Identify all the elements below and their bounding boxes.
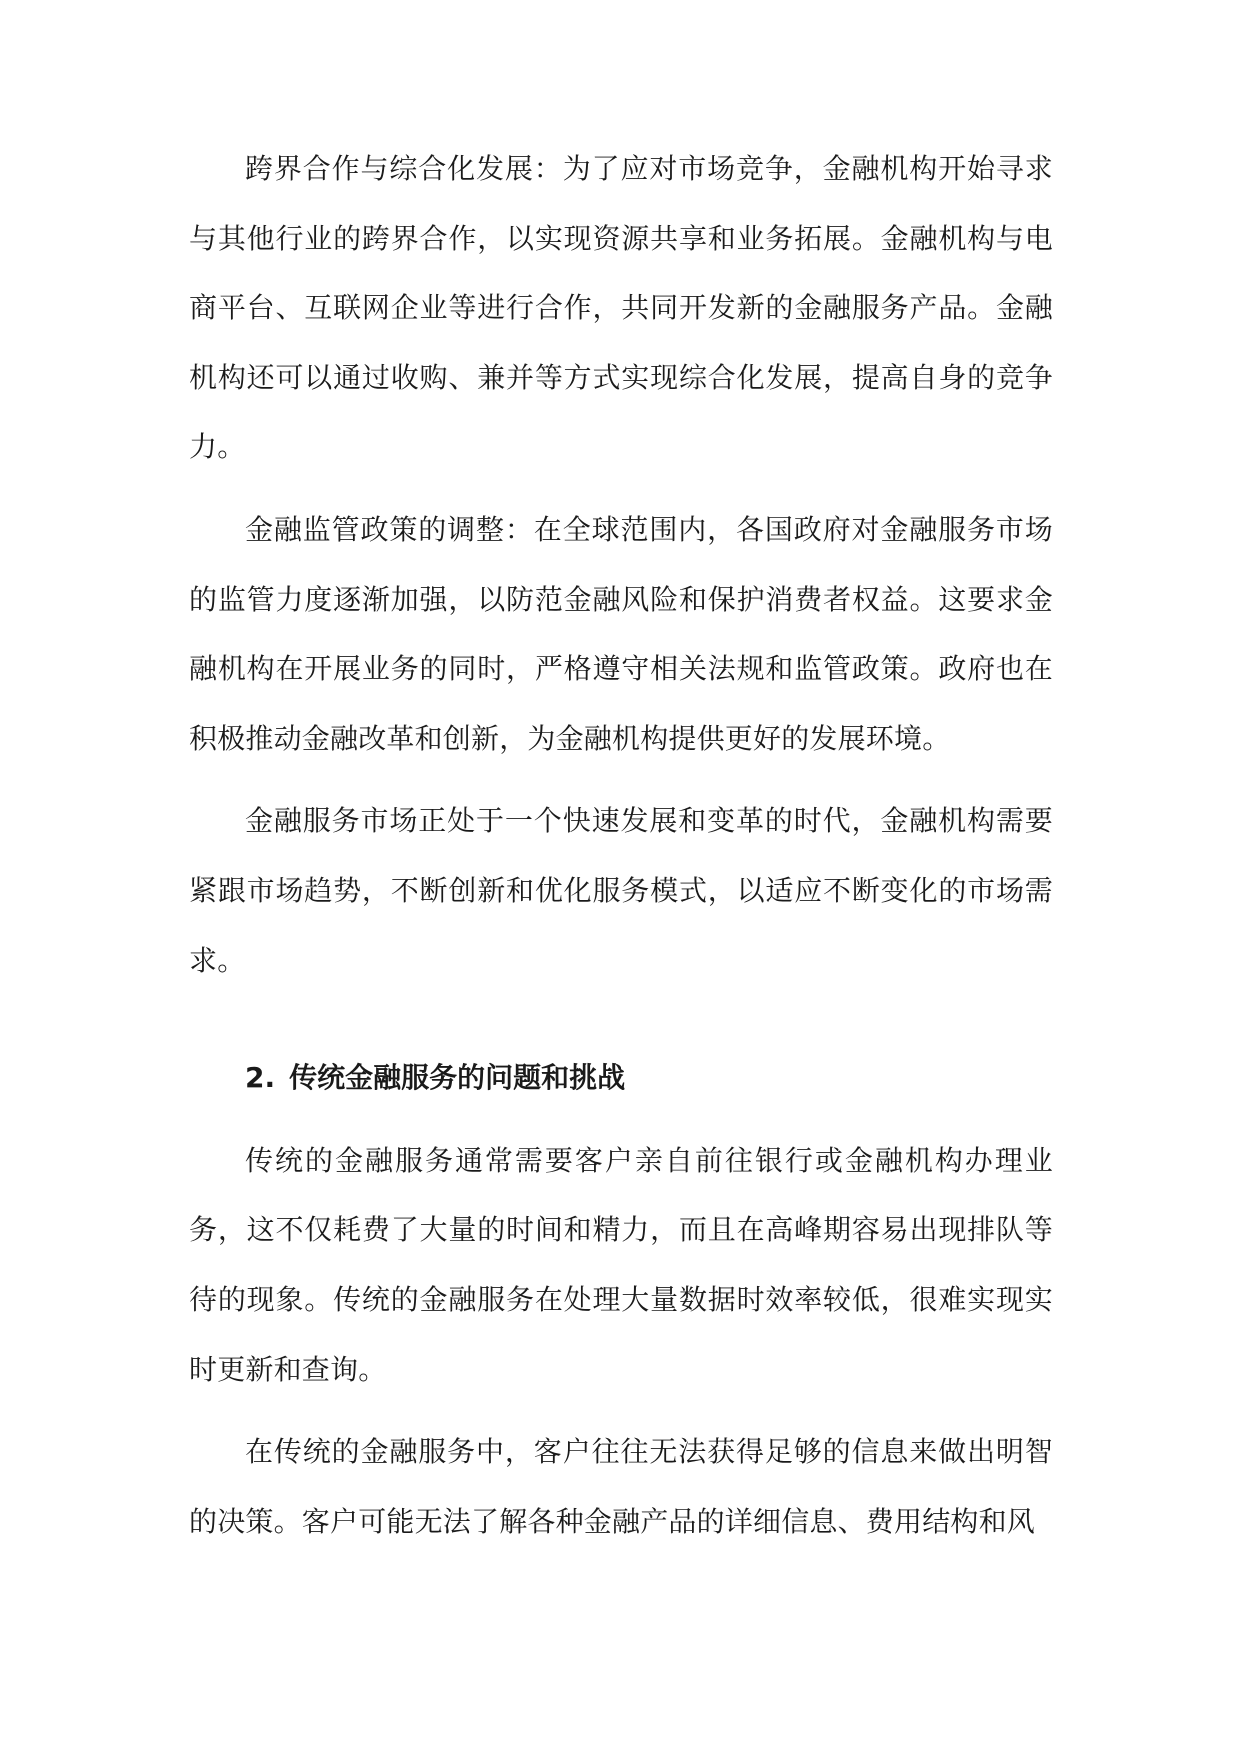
document-page <box>189 134 1053 1556</box>
paragraph-traditional-inefficiency: 传统的金融服务通常需要客户亲自前往银行或金融机构办理业务，这不仅耗费了大量的时间和精力，而且在高峰期容易出现排队等待的现象。传统的金融服务在处理大量数据时效率较低，很难实现实时更新和查询。 <box>189 1143 1053 1386</box>
section-title: 传统金融服务的问题和挑战 <box>289 1061 626 1095</box>
paragraph-information-asymmetry: 在传统的金融服务中，客户往往无法获得足够的信息来做出明智的决策。客户可能无法了解各种金融产品的详细信息、费用结构和风 <box>189 1435 1053 1538</box>
section-number: 2. <box>245 1061 276 1095</box>
section-heading <box>189 1043 1053 1113</box>
paragraph-cross-sector-cooperation: 跨界合作与综合化发展：为了应对市场竞争，金融机构开始寻求与其他行业的跨界合作，以实现资源共享和业务拓展。金融机构与电商平台、互联网企业等进行合作，共同开发新的金融服务产品。金融机构还可以通过收购、兼并等方式实现综合化发展，提高自身的竞争力。 <box>189 152 1053 464</box>
paragraph-regulatory-policy: 金融监管政策的调整：在全球范围内，各国政府对金融服务市场的监管力度逐渐加强，以防范金融风险和保护消费者权益。这要求金融机构在开展业务的同时，严格遵守相关法规和监管政策。政府也在积极推动金融改革和创新，为金融机构提供更好的发展环境。 <box>189 512 1053 755</box>
paragraph-market-summary: 金融服务市场正处于一个快速发展和变革的时代，金融机构需要紧跟市场趋势，不断创新和优化服务模式，以适应不断变化的市场需求。 <box>189 804 1053 977</box>
